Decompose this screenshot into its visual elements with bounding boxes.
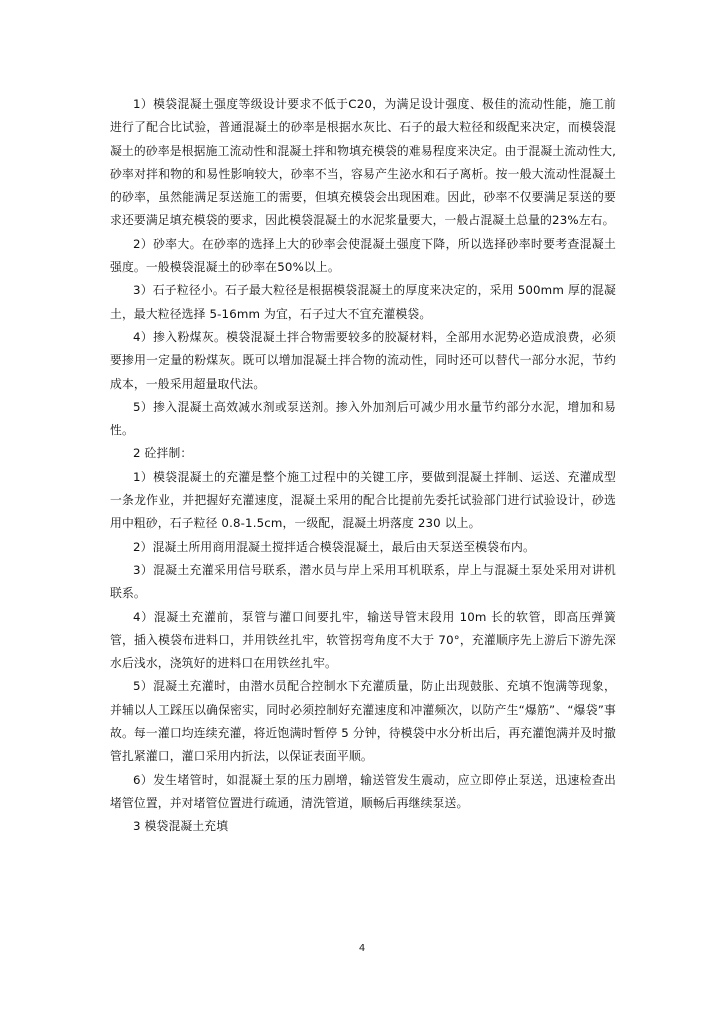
page-number: 4 xyxy=(358,943,366,954)
section-heading-2: 2 砼拌制： xyxy=(133,446,193,461)
paragraph-2: 2）砂率大。在砂率的选择上大的砂率会使混凝土强度下降，所以选择砂率时要考查混凝土强度。一般模袋混凝土的砂率在50%以上。 xyxy=(110,236,616,275)
body-text xyxy=(110,93,616,839)
paragraph-9: 4）混凝土充灌前，泵管与灌口间要扎牢，输送导管末段用 10m 长的软管，即高压弹簧管，插入模袋布进料口，并用铁丝扎牢，软管拐弯角度不大于 70°，充灌顺序先上游后下游先深水后浅水，浇筑好的进料口在用铁丝扎牢。 xyxy=(110,609,616,671)
section-heading-3: 3 模袋混凝土充填 xyxy=(133,819,229,834)
paragraph-10: 5）混凝土充灌时，由潜水员配合控制水下充灌质量，防止出现鼓胀、充填不饱满等现象，并辅以人工踩压以确保密实，同时必须控制好充灌速度和冲灌频次，以防产生“爆筋”、“爆袋”事故。每一灌口均连续充灌，将近饱满时暂停 5 分钟，待模袋中水分析出后，再充灌饱满并及时撤管扎紧灌口，灌口采用内折法，以保证表面平顺。 xyxy=(110,679,616,764)
paragraph-8: 3）混凝土充灌采用信号联系，潜水员与岸上采用耳机联系，岸上与混凝土泵处采用对讲机联系。 xyxy=(110,562,616,601)
paragraph-3: 3）石子粒径小。石子最大粒径是根据模袋混凝土的厚度来决定的，采用 500mm 厚的混凝土，最大粒径选择 5-16mm 为宜，石子过大不宜充灌模袋。 xyxy=(110,283,616,321)
paragraph-1: 1）模袋混凝土强度等级设计要求不低于C20，为满足设计强度、极佳的流动性能，施工前进行了配合比试验，普通混凝土的砂率是根据水灰比、石子的最大粒径和级配来决定，而模袋混凝土的砂率是根据施工流动性和混凝土拌和物填充模袋的难易程度来决定。由于混凝土流动性大,砂率对拌和物的和易性影响较大，砂率不当，容易产生泌水和石子离析。按一般大流动性混凝土的砂率，虽然能满足泵送施工的需要，但填充模袋会出现困难。因此，砂率不仅要满足泵送的要求还要满足填充模袋的要求，因此模袋混凝土的水泥浆量要大，一般占混凝土总量的23%左右。 xyxy=(110,97,616,228)
paragraph-5: 5）掺入混凝土高效减水剂或泵送剂。掺入外加剂后可减少用水量节约部分水泥，增加和易性。 xyxy=(110,399,616,438)
paragraph-11: 6）发生堵管时，如混凝土泵的压力剧增，输送管发生震动，应立即停止泵送，迅速检查出堵管位置，并对堵管位置进行疏通，清洗管道，顺畅后再继续泵送。 xyxy=(110,772,616,810)
paragraph-7: 2）混凝土所用商用混凝土搅拌适合模袋混凝土，最后由天泵送至模袋布内。 xyxy=(133,539,535,554)
paragraph-4: 4）掺入粉煤灰。模袋混凝土拌合物需要较多的胶凝材料，全部用水泥势必造成浪费，必须要掺用一定量的粉煤灰。既可以增加混凝土拌合物的流动性，同时还可以替代一部分水泥，节约成本，一般采用超量取代法。 xyxy=(110,329,616,391)
paragraph-6: 1）模袋混凝土的充灌是整个施工过程中的关键工序，要做到混凝土拌制、运送、充灌成型一条龙作业，并把握好充灌速度，混凝土采用的配合比提前先委托试验部门进行试验设计，砂选用中粗砂，石子粒径 0.8-1.5cm，一级配，混凝土坍落度 230 以上。 xyxy=(110,469,616,531)
